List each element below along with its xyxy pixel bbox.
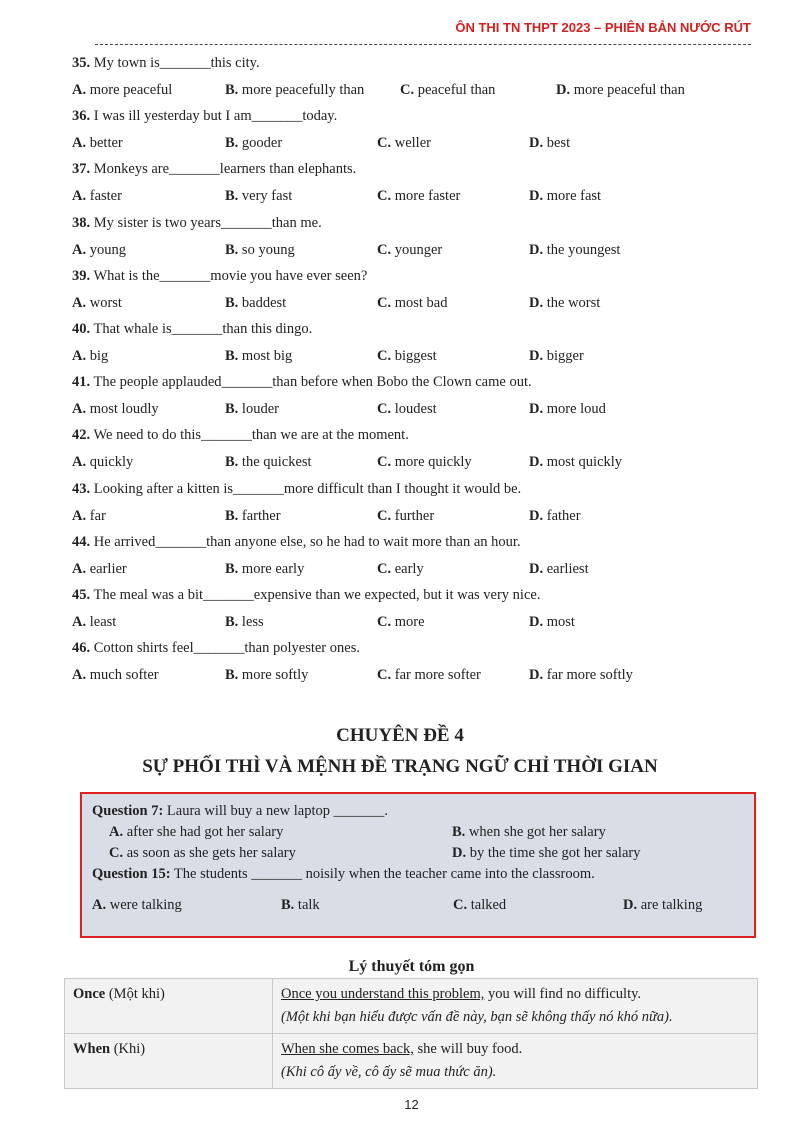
option-a: A. quickly bbox=[72, 454, 134, 471]
option-a: A. earlier bbox=[72, 560, 127, 577]
question-stem: 39. What is the_______movie you have ever seen? bbox=[72, 267, 368, 284]
option-c: C. younger bbox=[377, 241, 443, 258]
table-row bbox=[65, 979, 758, 1034]
question-stem: 36. I was ill yesterday but I am_______today. bbox=[72, 108, 338, 125]
option-a: A. young bbox=[72, 241, 126, 258]
option-d: D. more peaceful than bbox=[556, 82, 685, 98]
question-stem: 44. He arrived_______than anyone else, so he had to wait more than an hour. bbox=[72, 533, 521, 550]
option-d: D. earliest bbox=[529, 560, 589, 577]
header-divider bbox=[95, 44, 751, 45]
option-c: C. more quickly bbox=[377, 454, 472, 471]
option-c: C. more bbox=[377, 614, 425, 630]
question-stem: 41. The people applauded_______than before when Bobo the Clown came out. bbox=[72, 374, 532, 391]
question-stem: 43. Looking after a kitten is_______more difficult than I thought it would be. bbox=[72, 480, 522, 497]
q7-line: Question 7: Laura will buy a new laptop _______. bbox=[92, 803, 388, 819]
option-d: D. bigger bbox=[529, 348, 584, 364]
question-stem: 35. My town is_______this city. bbox=[72, 55, 260, 71]
question-stem: 40. That whale is_______than this dingo. bbox=[72, 321, 313, 337]
option-a: A. much softer bbox=[72, 667, 159, 684]
example-cell: When she comes back, she will buy food. (Khi cô ấy về, cô ấy sẽ mua thức ăn). bbox=[273, 1034, 758, 1089]
option-a: A. faster bbox=[72, 188, 122, 205]
page-number: 12 bbox=[404, 1097, 419, 1112]
option-b: B. more peacefully than bbox=[225, 82, 365, 98]
option-c: C. early bbox=[377, 560, 424, 577]
option-b: B. very fast bbox=[225, 188, 293, 205]
option-c: C. weller bbox=[377, 135, 431, 152]
question-stem: 37. Monkeys are_______learners than elephants. bbox=[72, 161, 357, 178]
option-c: C. more faster bbox=[377, 188, 461, 205]
option-a: A. far bbox=[72, 507, 106, 524]
option-c: C. further bbox=[377, 507, 435, 524]
option-a: A. better bbox=[72, 135, 123, 152]
term-cell: Once (Một khi) bbox=[65, 979, 273, 1034]
option-b: B. most big bbox=[225, 348, 293, 364]
option-d: D. far more softly bbox=[529, 667, 633, 684]
option-d: D. father bbox=[529, 507, 581, 524]
option-d: D. more fast bbox=[529, 188, 602, 205]
q7-option-b: B. when she got her salary bbox=[452, 824, 606, 840]
option-b: B. louder bbox=[225, 401, 279, 418]
option-a: A. big bbox=[72, 348, 109, 364]
section-subtitle: SỰ PHỐI THÌ VÀ MỆNH ĐỀ TRẠNG NGỮ CHỈ THỜI GIAN bbox=[142, 756, 658, 777]
example-cell: Once you understand this problem, you will find no difficulty. (Một khi bạn hiểu được vấn đề này, bạn sẽ không thấy nó khó nữa). bbox=[273, 979, 758, 1034]
q15-option-d: D. are talking bbox=[623, 897, 703, 913]
q15-line: Question 15: The students _______ noisily when the teacher came into the classroom. bbox=[92, 866, 595, 882]
option-a: A. least bbox=[72, 614, 117, 630]
q15-option-c: C. talked bbox=[453, 897, 507, 913]
option-d: D. best bbox=[529, 135, 571, 152]
option-c: C. far more softer bbox=[377, 667, 481, 684]
option-b: B. farther bbox=[225, 507, 281, 524]
question-stem: 38. My sister is two years_______than me. bbox=[72, 214, 322, 231]
option-c: C. loudest bbox=[377, 401, 437, 418]
theory-title: Lý thuyết tóm gọn bbox=[348, 958, 475, 975]
option-a: A. more peaceful bbox=[72, 82, 173, 98]
q7-option-d: D. by the time she got her salary bbox=[452, 845, 641, 861]
option-b: B. gooder bbox=[225, 135, 283, 152]
option-b: B. more early bbox=[225, 560, 305, 577]
page-header: ÔN THI TN THPT 2023 – PHIÊN BẢN NƯỚC RÚT bbox=[455, 20, 751, 35]
option-b: B. the quickest bbox=[225, 454, 312, 471]
table-row bbox=[65, 1034, 758, 1089]
term-cell: When (Khi) bbox=[65, 1034, 273, 1089]
section-title: CHUYÊN ĐỀ 4 bbox=[336, 725, 464, 746]
option-d: D. more loud bbox=[529, 401, 606, 418]
option-c: C. most bad bbox=[377, 294, 448, 311]
example-box bbox=[80, 792, 756, 938]
option-d: D. the youngest bbox=[529, 241, 621, 258]
option-d: D. most bbox=[529, 614, 575, 630]
q7-option-a: A. after she had got her salary bbox=[109, 824, 284, 840]
question-stem: 45. The meal was a bit_______expensive than we expected, but it was very nice. bbox=[72, 587, 541, 603]
question-stem: 46. Cotton shirts feel_______than polyester ones. bbox=[72, 640, 360, 657]
option-d: D. the worst bbox=[529, 294, 601, 311]
q15-option-a: A. were talking bbox=[92, 897, 182, 913]
option-b: B. more softly bbox=[225, 667, 309, 684]
option-a: A. worst bbox=[72, 294, 122, 311]
theory-table bbox=[64, 978, 758, 1089]
option-c: C. peaceful than bbox=[400, 82, 496, 98]
q7-option-c: C. as soon as she gets her salary bbox=[109, 845, 296, 861]
q15-option-b: B. talk bbox=[281, 897, 320, 913]
question-stem: 42. We need to do this_______than we are at the moment. bbox=[72, 427, 409, 444]
option-b: B. so young bbox=[225, 241, 295, 258]
option-c: C. biggest bbox=[377, 348, 437, 364]
option-b: B. baddest bbox=[225, 294, 287, 311]
option-d: D. most quickly bbox=[529, 454, 623, 471]
option-b: B. less bbox=[225, 614, 264, 630]
option-a: A. most loudly bbox=[72, 401, 159, 418]
